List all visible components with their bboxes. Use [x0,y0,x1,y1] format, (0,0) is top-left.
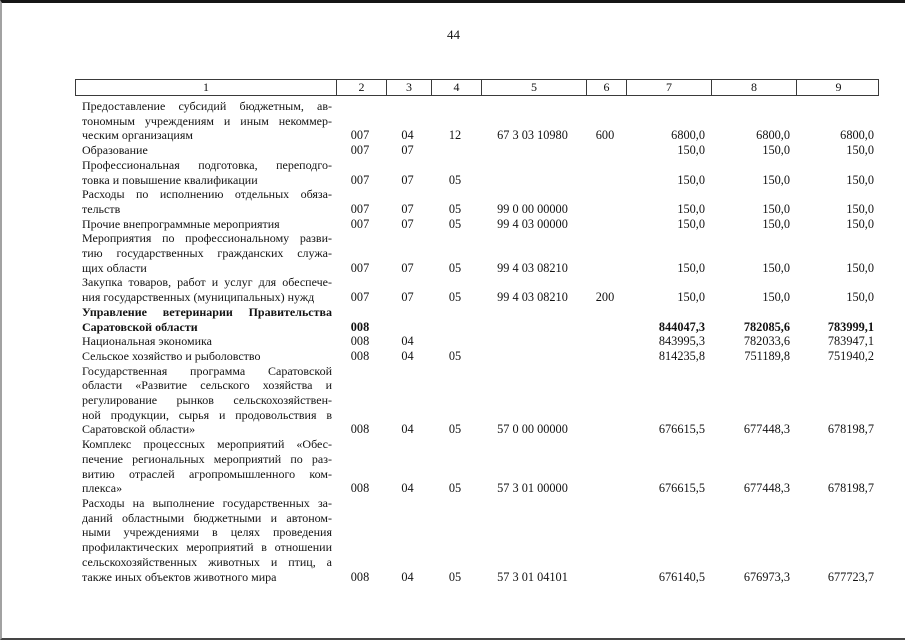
cell-subsection: 05 [448,422,462,437]
cell-amount-year3: 783999,1 [827,319,874,334]
row-description-line: Профессиональная подготовка, переподго- [82,157,332,172]
row-description [75,305,335,334]
table-row [75,217,879,232]
cell-subsection: 05 [448,201,462,216]
cell-amount-year1: 676615,5 [658,481,705,496]
cell-target-item: 99 4 03 08210 [497,290,568,305]
cell-amount-year3: 150,0 [846,260,874,275]
table-row [75,496,879,584]
cell-target-item: 99 4 03 00000 [497,216,568,231]
cell-amount-year1: 150,0 [677,201,705,216]
cell-target-item: 57 3 01 00000 [497,481,568,496]
cell-subsection: 05 [448,290,462,305]
row-description-line: Национальная экономика [82,334,212,349]
cell-grbs-code: 007 [350,290,370,305]
cell-grbs-code: 007 [350,216,370,231]
cell-amount-year1: 843995,3 [658,334,705,349]
cell-amount-year3: 783947,1 [827,334,874,349]
cell-amount-year3: 677723,7 [827,569,874,584]
cell-amount-year2: 150,0 [762,290,790,305]
column-header-4: 4 [431,80,481,95]
cell-section: 07 [401,172,414,187]
cell-section: 07 [401,201,414,216]
row-description-line: ными учреждениями в целях проведения [82,525,332,540]
cell-section: 07 [401,290,414,305]
table-body [75,99,879,584]
cell-amount-year2: 150,0 [762,260,790,275]
cell-amount-year2: 751189,8 [744,348,790,363]
cell-target-item: 67 3 03 10980 [497,128,568,143]
cell-grbs-code: 007 [350,201,370,216]
cell-subsection: 05 [448,260,462,275]
table-row [75,364,879,438]
cell-subsection: 05 [448,481,462,496]
column-header-9: 9 [796,80,880,95]
row-description-line: тию государственных гражданских служа- [82,246,332,261]
cell-amount-year2: 150,0 [762,216,790,231]
cell-grbs-code: 008 [350,569,370,584]
table-row [75,231,879,275]
row-description-line: ния государственных (муниципальных) нужд [82,290,315,305]
row-description-line: тономным учреждениям и иным некоммер- [82,113,332,128]
cell-grbs-code: 007 [350,128,370,143]
cell-amount-year1: 676615,5 [658,422,705,437]
cell-subsection: 05 [448,569,462,584]
row-description [75,187,335,216]
cell-target-item: 57 0 00 00000 [497,422,568,437]
row-description [75,334,335,349]
row-description [75,158,335,187]
row-description-line: Расходы по исполнению отдельных обяза- [82,187,332,202]
column-header-7: 7 [626,80,711,95]
cell-section: 04 [401,422,414,437]
cell-grbs-code: 007 [350,172,370,187]
cell-grbs-code: 008 [350,334,370,349]
column-header-5: 5 [481,80,586,95]
row-description-line: области «Развитие сельского хозяйства и [82,378,332,393]
cell-subsection: 05 [448,172,462,187]
cell-section: 07 [401,143,414,158]
cell-amount-year3: 751940,2 [827,348,874,363]
row-description-line: ной продукции, сырья и продовольствия в [82,407,332,422]
row-description-line: также иных объектов животного мира [82,569,277,584]
row-description-line: печение региональных мероприятий по раз- [82,451,332,466]
cell-amount-year1: 150,0 [677,172,705,187]
table-row [75,187,879,216]
cell-section: 04 [401,481,414,496]
row-description-line: Образование [82,143,148,158]
table-row [75,305,879,334]
cell-amount-year1: 150,0 [677,216,705,231]
cell-section: 04 [401,348,414,363]
column-header-1: 1 [203,80,209,94]
cell-subsection: 12 [448,128,462,143]
row-description [75,349,335,364]
table-row [75,437,879,496]
row-description-line: Закупка товаров, работ и услуг для обеспече- [82,275,332,290]
row-description [75,143,335,158]
cell-section: 04 [401,569,414,584]
row-description [75,99,335,143]
row-description-line: ческим организациям [82,128,193,143]
cell-subsection: 05 [448,216,462,231]
cell-grbs-code: 008 [350,348,370,363]
row-description-line: плекса» [82,481,123,496]
table-row [75,143,879,158]
cell-grbs-code: 007 [350,260,370,275]
row-description-line: Саратовской области [82,319,198,334]
cell-amount-year1: 150,0 [677,290,705,305]
row-description [75,364,335,438]
table-row [75,158,879,187]
cell-amount-year2: 677448,3 [743,422,790,437]
cell-target-item: 99 0 00 00000 [497,201,568,216]
table-row [75,275,879,304]
cell-expense-type: 600 [595,128,615,143]
cell-amount-year1: 150,0 [677,143,705,158]
row-description-line: Предоставление субсидий бюджетным, ав- [82,99,332,113]
row-description [75,275,335,304]
cell-target-item: 57 3 01 04101 [497,569,568,584]
column-header-2: 2 [336,80,386,95]
cell-grbs-code: 007 [350,143,370,158]
cell-amount-year2: 6800,0 [756,128,790,143]
row-description [75,437,335,496]
column-header-6: 6 [586,80,626,95]
table-row [75,334,879,349]
cell-grbs-code: 008 [350,319,370,334]
cell-grbs-code: 008 [350,422,370,437]
page-number: 44 [447,27,460,42]
cell-amount-year2: 150,0 [762,201,790,216]
cell-amount-year2: 677448,3 [743,481,790,496]
row-description-line: Расходы на выполнение государственных за- [82,495,332,510]
cell-section: 07 [401,260,414,275]
cell-subsection: 05 [448,348,462,363]
row-description-line: Сельское хозяйство и рыболовство [82,348,261,363]
cell-amount-year2: 676973,3 [743,569,790,584]
row-description [75,217,335,232]
cell-section: 07 [401,216,414,231]
cell-amount-year3: 6800,0 [840,128,874,143]
cell-amount-year3: 678198,7 [827,422,874,437]
column-header-8: 8 [711,80,796,95]
row-description-line: Комплекс процессных мероприятий «Обес- [82,437,332,452]
cell-amount-year3: 150,0 [846,216,874,231]
cell-amount-year3: 678198,7 [827,481,874,496]
cell-amount-year2: 782033,6 [743,334,790,349]
cell-amount-year3: 150,0 [846,201,874,216]
cell-amount-year1: 844047,3 [658,319,705,334]
cell-amount-year1: 150,0 [677,260,705,275]
cell-grbs-code: 008 [350,481,370,496]
row-description [75,231,335,275]
cell-target-item: 99 4 03 08210 [497,260,568,275]
table-row [75,99,879,143]
row-description-line: витию отраслей агропромышленного ком- [82,466,332,481]
budget-table [75,79,879,584]
cell-amount-year2: 150,0 [762,143,790,158]
row-description-line: Управление ветеринарии Правительства [82,304,332,319]
cell-section: 04 [401,128,414,143]
cell-expense-type: 200 [595,290,615,305]
row-description-line: Прочие внепрограммные мероприятия [82,216,280,231]
row-description-line: щих области [82,260,147,275]
table-header-row [75,79,879,96]
table-row [75,349,879,364]
row-description-line: Мероприятия по профессиональному разви- [82,231,332,246]
cell-amount-year1: 814235,8 [658,348,705,363]
column-header-3: 3 [386,80,431,95]
cell-amount-year3: 150,0 [846,172,874,187]
row-description [75,496,335,584]
cell-amount-year1: 6800,0 [671,128,705,143]
row-description-line: даний областными бюджетными и автоном- [82,510,332,525]
row-description-line: товка и повышение квалификации [82,172,258,187]
cell-amount-year2: 782085,6 [743,319,790,334]
cell-section: 04 [401,334,414,349]
row-description-line: тельств [82,201,121,216]
row-description-line: профилактических мероприятий в отношении [82,540,332,555]
row-description-line: сельскохозяйственных животных и птиц, а [82,554,332,569]
cell-amount-year1: 676140,5 [658,569,705,584]
cell-amount-year3: 150,0 [846,143,874,158]
row-description-line: регулирование рынков сельскохозяйствен- [82,393,332,408]
row-description-line: Саратовской области» [82,422,196,437]
cell-amount-year3: 150,0 [846,290,874,305]
cell-amount-year2: 150,0 [762,172,790,187]
row-description-line: Государственная программа Саратовской [82,363,332,378]
